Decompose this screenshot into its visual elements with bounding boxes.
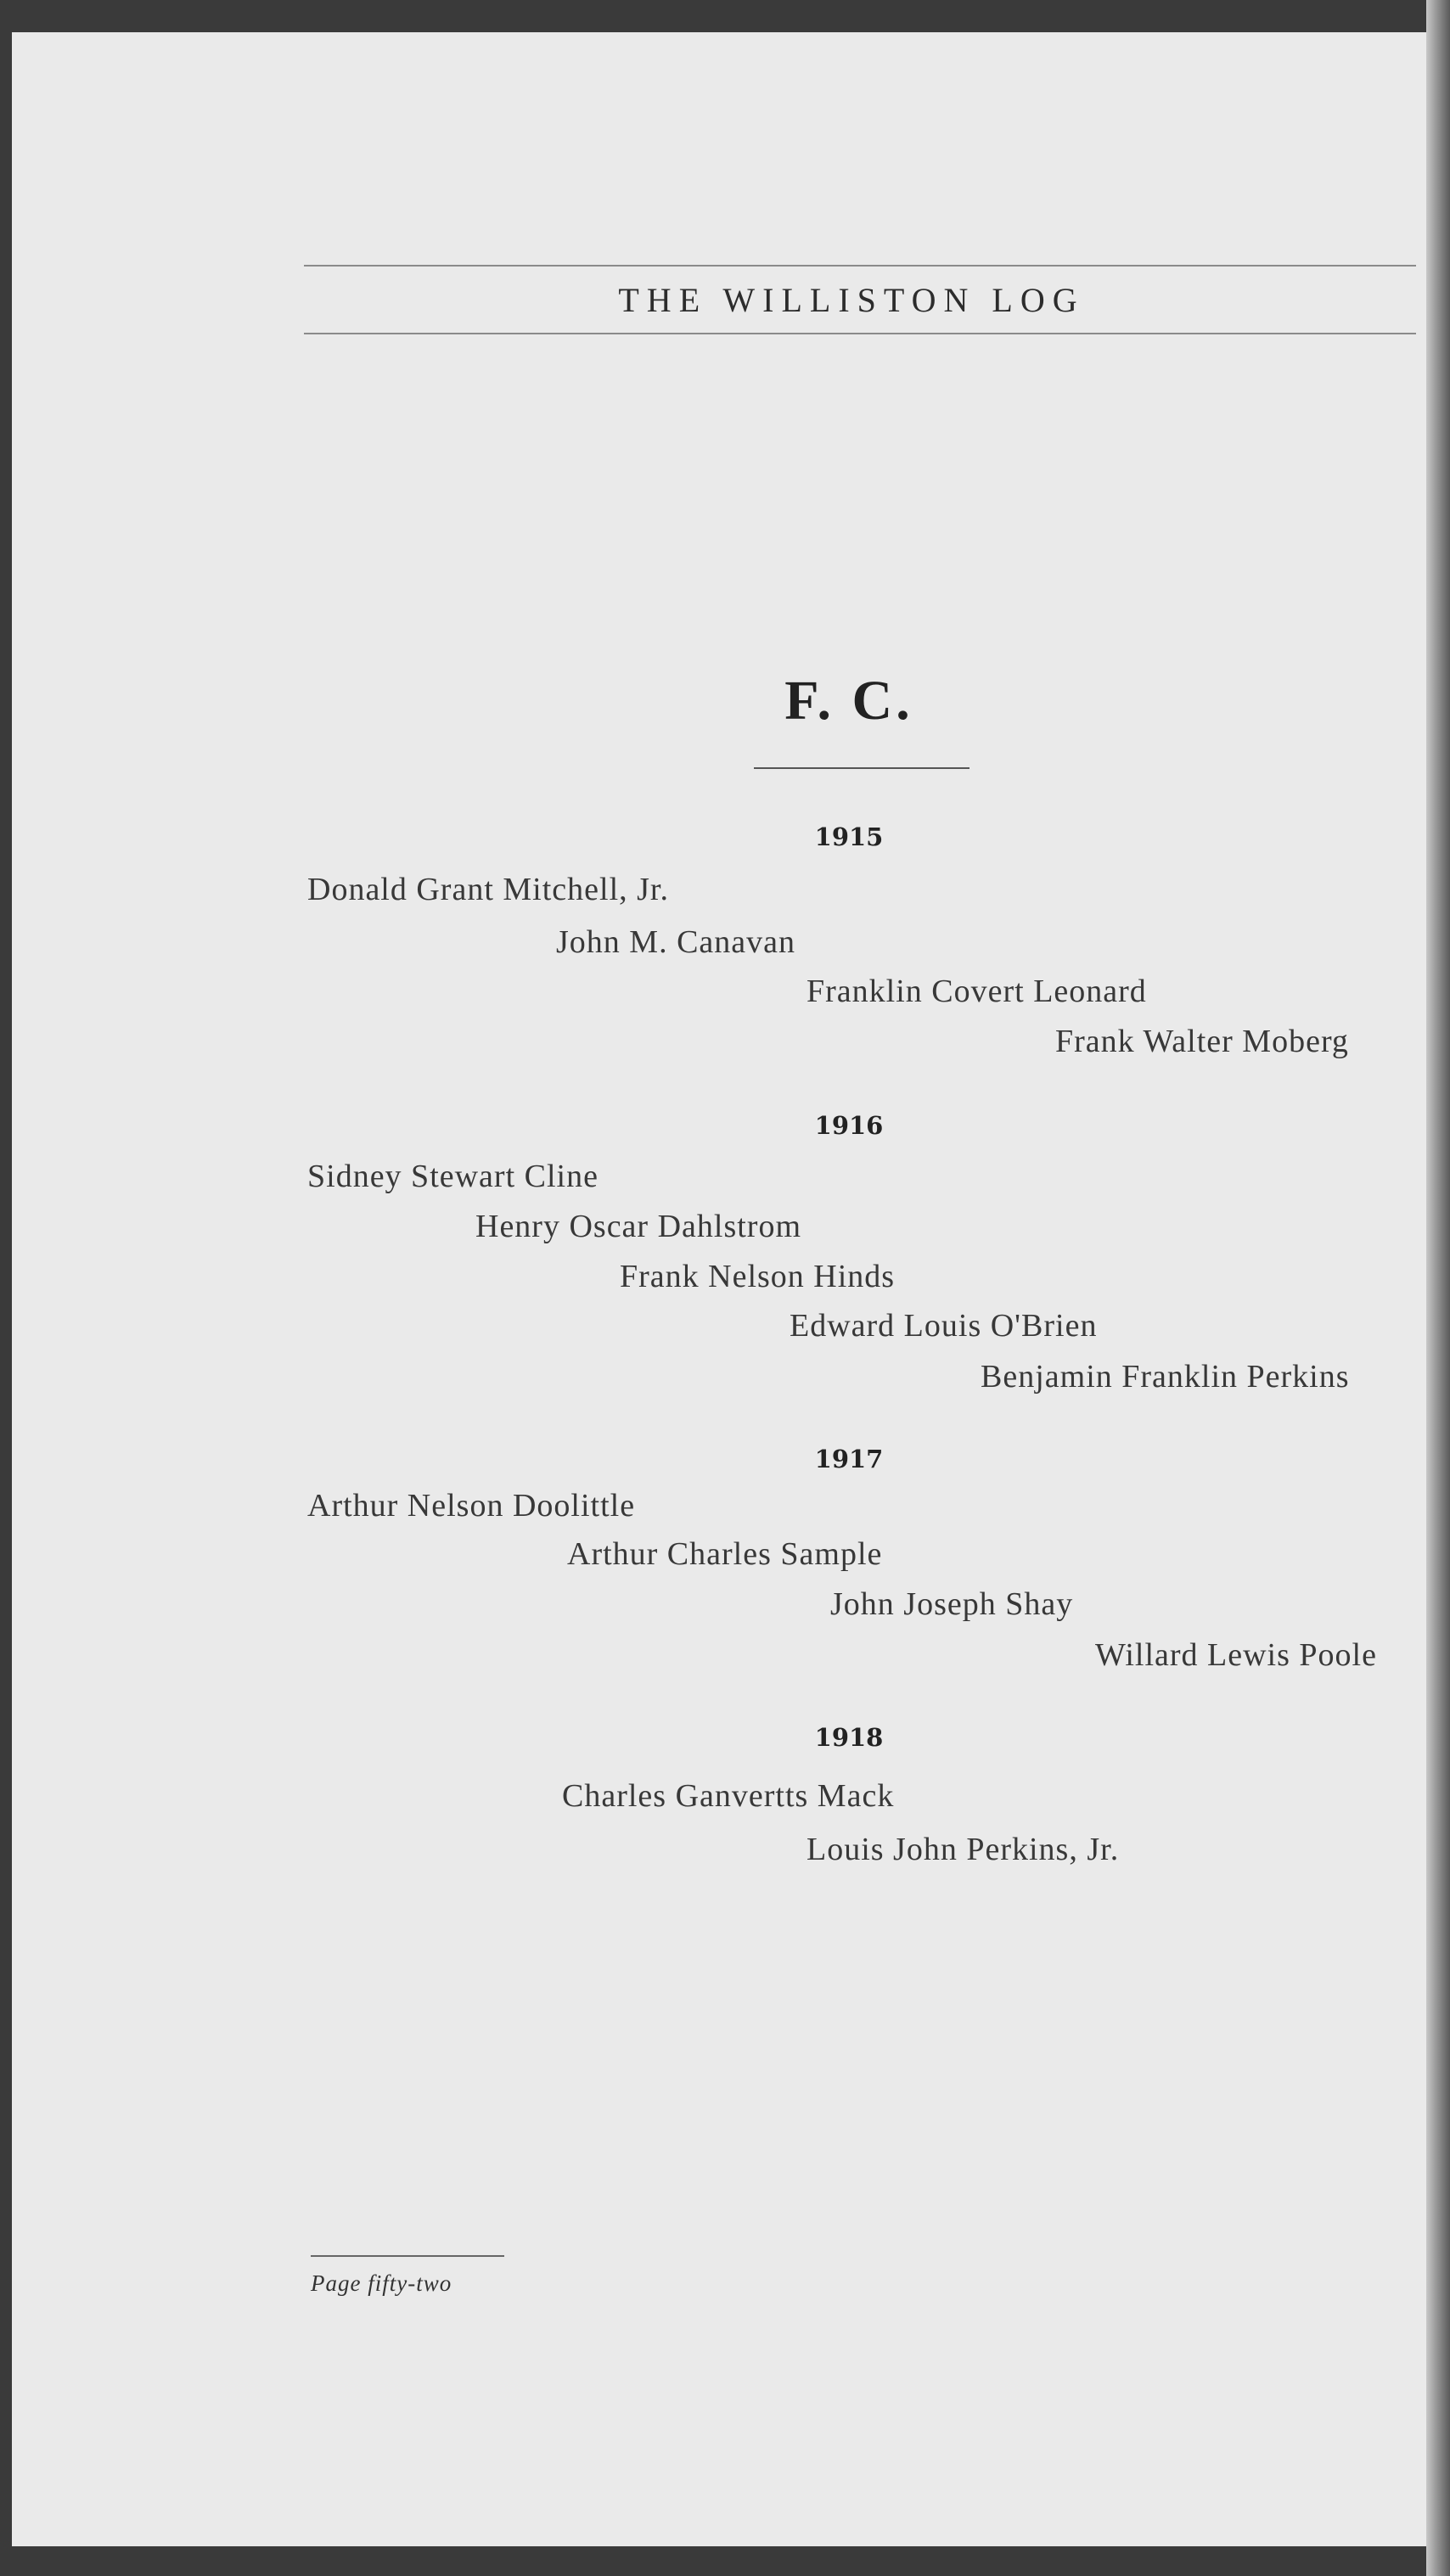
page-number: Page fifty-two — [311, 2270, 452, 2296]
running-title: THE WILLISTON LOG — [618, 281, 1085, 319]
class-year-1916: 1916 — [814, 1111, 884, 1140]
member-name: Donald Grant Mitchell, Jr. — [307, 872, 669, 907]
member-name: Louis John Perkins, Jr. — [806, 1832, 1120, 1867]
member-name: John M. Canavan — [556, 924, 796, 960]
member-name: Arthur Charles Sample — [567, 1536, 883, 1572]
section-title: F. C. — [784, 670, 913, 732]
class-year-1918: 1918 — [814, 1723, 884, 1752]
header-rule-top — [304, 265, 1416, 267]
member-name: Charles Ganvertts Mack — [562, 1778, 895, 1814]
member-name: Frank Walter Moberg — [1055, 1024, 1349, 1059]
member-name: John Joseph Shay — [830, 1586, 1074, 1622]
footer-rule — [311, 2255, 504, 2257]
section-title-rule — [754, 767, 969, 769]
page-edge-shadow — [1426, 0, 1450, 2576]
member-name: Franklin Covert Leonard — [806, 974, 1147, 1009]
member-name: Sidney Stewart Cline — [307, 1159, 599, 1194]
member-name: Willard Lewis Poole — [1095, 1637, 1377, 1673]
member-name: Henry Oscar Dahlstrom — [475, 1209, 802, 1244]
member-name: Edward Louis O'Brien — [790, 1308, 1098, 1344]
member-name: Benjamin Franklin Perkins — [981, 1359, 1350, 1395]
class-year-1917: 1917 — [814, 1445, 884, 1473]
member-name: Frank Nelson Hinds — [620, 1259, 896, 1294]
class-year-1915: 1915 — [814, 822, 884, 851]
member-name: Arthur Nelson Doolittle — [307, 1488, 636, 1524]
header-rule-bottom — [304, 333, 1416, 334]
